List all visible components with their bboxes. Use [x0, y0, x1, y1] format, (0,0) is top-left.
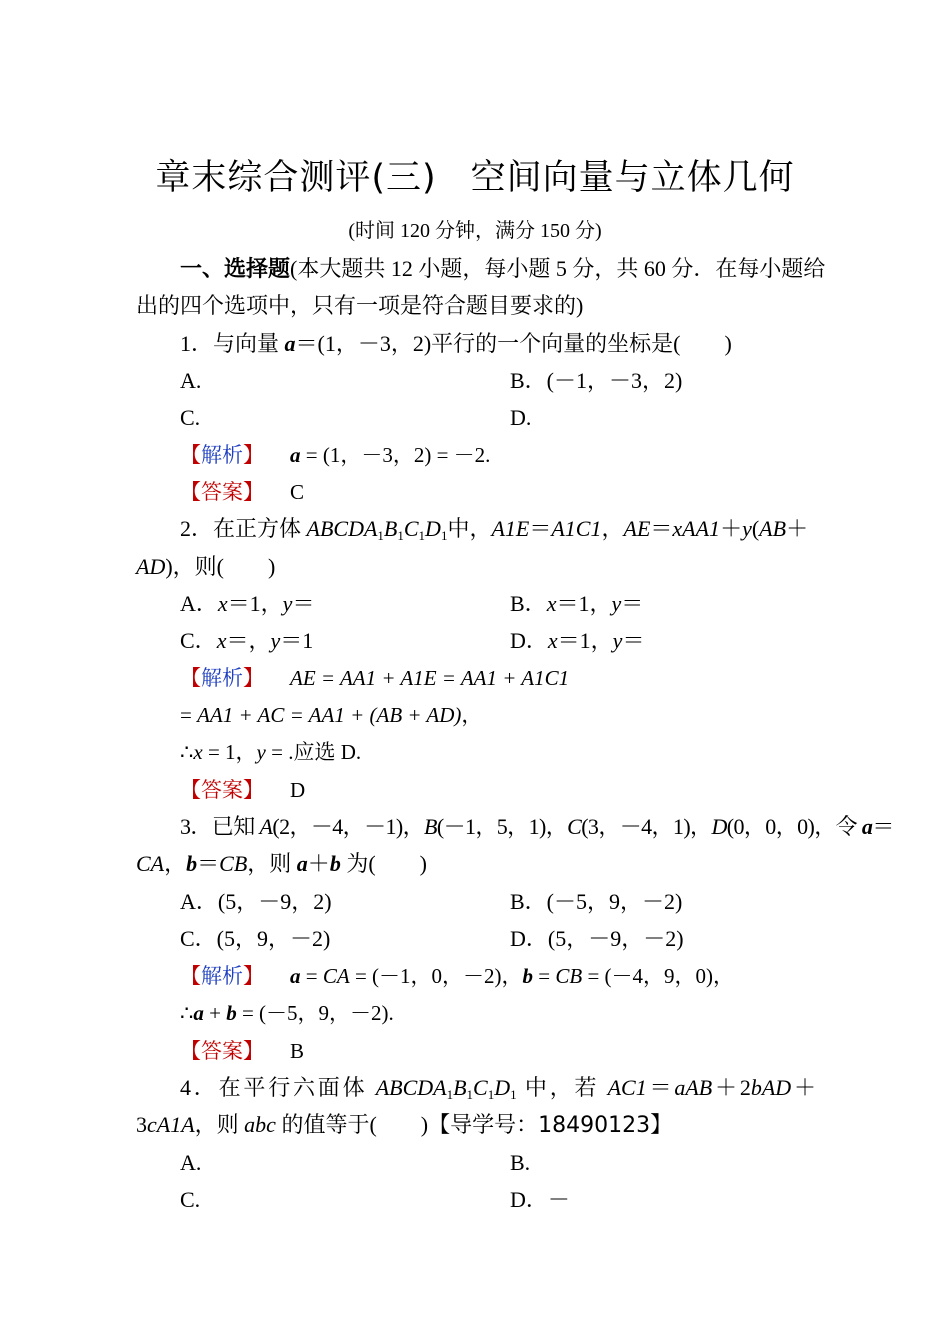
question-1-stem: 1．与向量 a＝(1，－3，2)平行的一个向量的坐标是( ) [180, 331, 732, 356]
q3-option-b: B．(－5，9，－2) [510, 889, 683, 914]
q1-option-c: C. [180, 405, 201, 430]
question-4-stem: 4．在平行六面体 $ABCDA_1B_1C_1D_1$ 中，若 AC1＝aAB＋2bAD＋ [180, 1075, 816, 1102]
question-3-stem: 3．已知 A(2，－4，－1)，B(－1，5，1)，C(3，－4，1)，D(0，0，0)，令 a＝ [180, 814, 894, 839]
section-heading: 一、选择题(本大题共 12 小题，每小题 5 分，共 60 分．在每小题给 [180, 256, 826, 282]
q3-solution-line2: ∴a + b = (－5，9，－2). [180, 1001, 394, 1025]
guide-number: 【导学号：18490123】 [428, 1113, 673, 1138]
q4-option-b: B. [510, 1150, 531, 1175]
q2-answer: 【答案】 D [180, 778, 306, 802]
q3-answer: 【答案】 B [180, 1039, 305, 1063]
q2-option-c: C．x＝，y＝1 [180, 628, 314, 653]
q1-solution: 【解析】 a = (1，－3，2) = －2. [180, 443, 491, 467]
q4-option-c: C. [180, 1187, 201, 1212]
question-2-stem-cont: AD)，则( ) [136, 554, 276, 579]
q3-option-a: A．(5，－9，2) [180, 889, 332, 914]
q2-solution-line2: = AA1 + AC = AA1 + (AB + AD)， [180, 703, 483, 727]
q2-option-a: A．x＝1，y＝ [180, 591, 315, 616]
q4-option-d: D．－ [510, 1187, 570, 1212]
q4-option-a: A. [180, 1150, 202, 1175]
q3-option-c: C．(5，9，－2) [180, 926, 331, 951]
q2-option-b: B．x＝1，y＝ [510, 591, 644, 616]
q1-answer: 【答案】 C [180, 480, 305, 504]
q3-option-d: D．(5，－9，－2) [510, 926, 684, 951]
q1-option-b: B．(－1，－3，2) [510, 368, 683, 393]
q3-solution: 【解析】 a = CA = (－1，0，－2)，b = CB = (－4，9，0)， [180, 964, 735, 988]
q2-solution-line3: ∴x = 1，y = .应选 D. [180, 740, 362, 764]
q1-option-d: D. [510, 405, 532, 430]
page-title: 章末综合测评(三) 空间向量与立体几何 [155, 158, 795, 198]
time-note: (时间 120 分钟，满分 150 分) [348, 220, 602, 242]
q2-option-d: D．x＝1，y＝ [510, 628, 645, 653]
question-3-stem-cont: CA，b＝CB，则 a＋b 为( ) [136, 851, 427, 876]
question-2-stem: 2．在正方体 $ABCDA_1B_1C_1D_1$中，A1E＝A1C1，AE＝xAA1＋y(AB＋ [180, 516, 809, 543]
q1-option-a: A. [180, 368, 202, 393]
q2-solution: 【解析】 AE = AA1 + A1E = AA1 + A1C1 [180, 666, 570, 690]
section-desc: 出的四个选项中，只有一项是符合题目要求的) [136, 293, 584, 318]
question-4-stem-cont: 3cA1A，则 abc 的值等于( )【导学号：18490123】 [136, 1112, 673, 1138]
